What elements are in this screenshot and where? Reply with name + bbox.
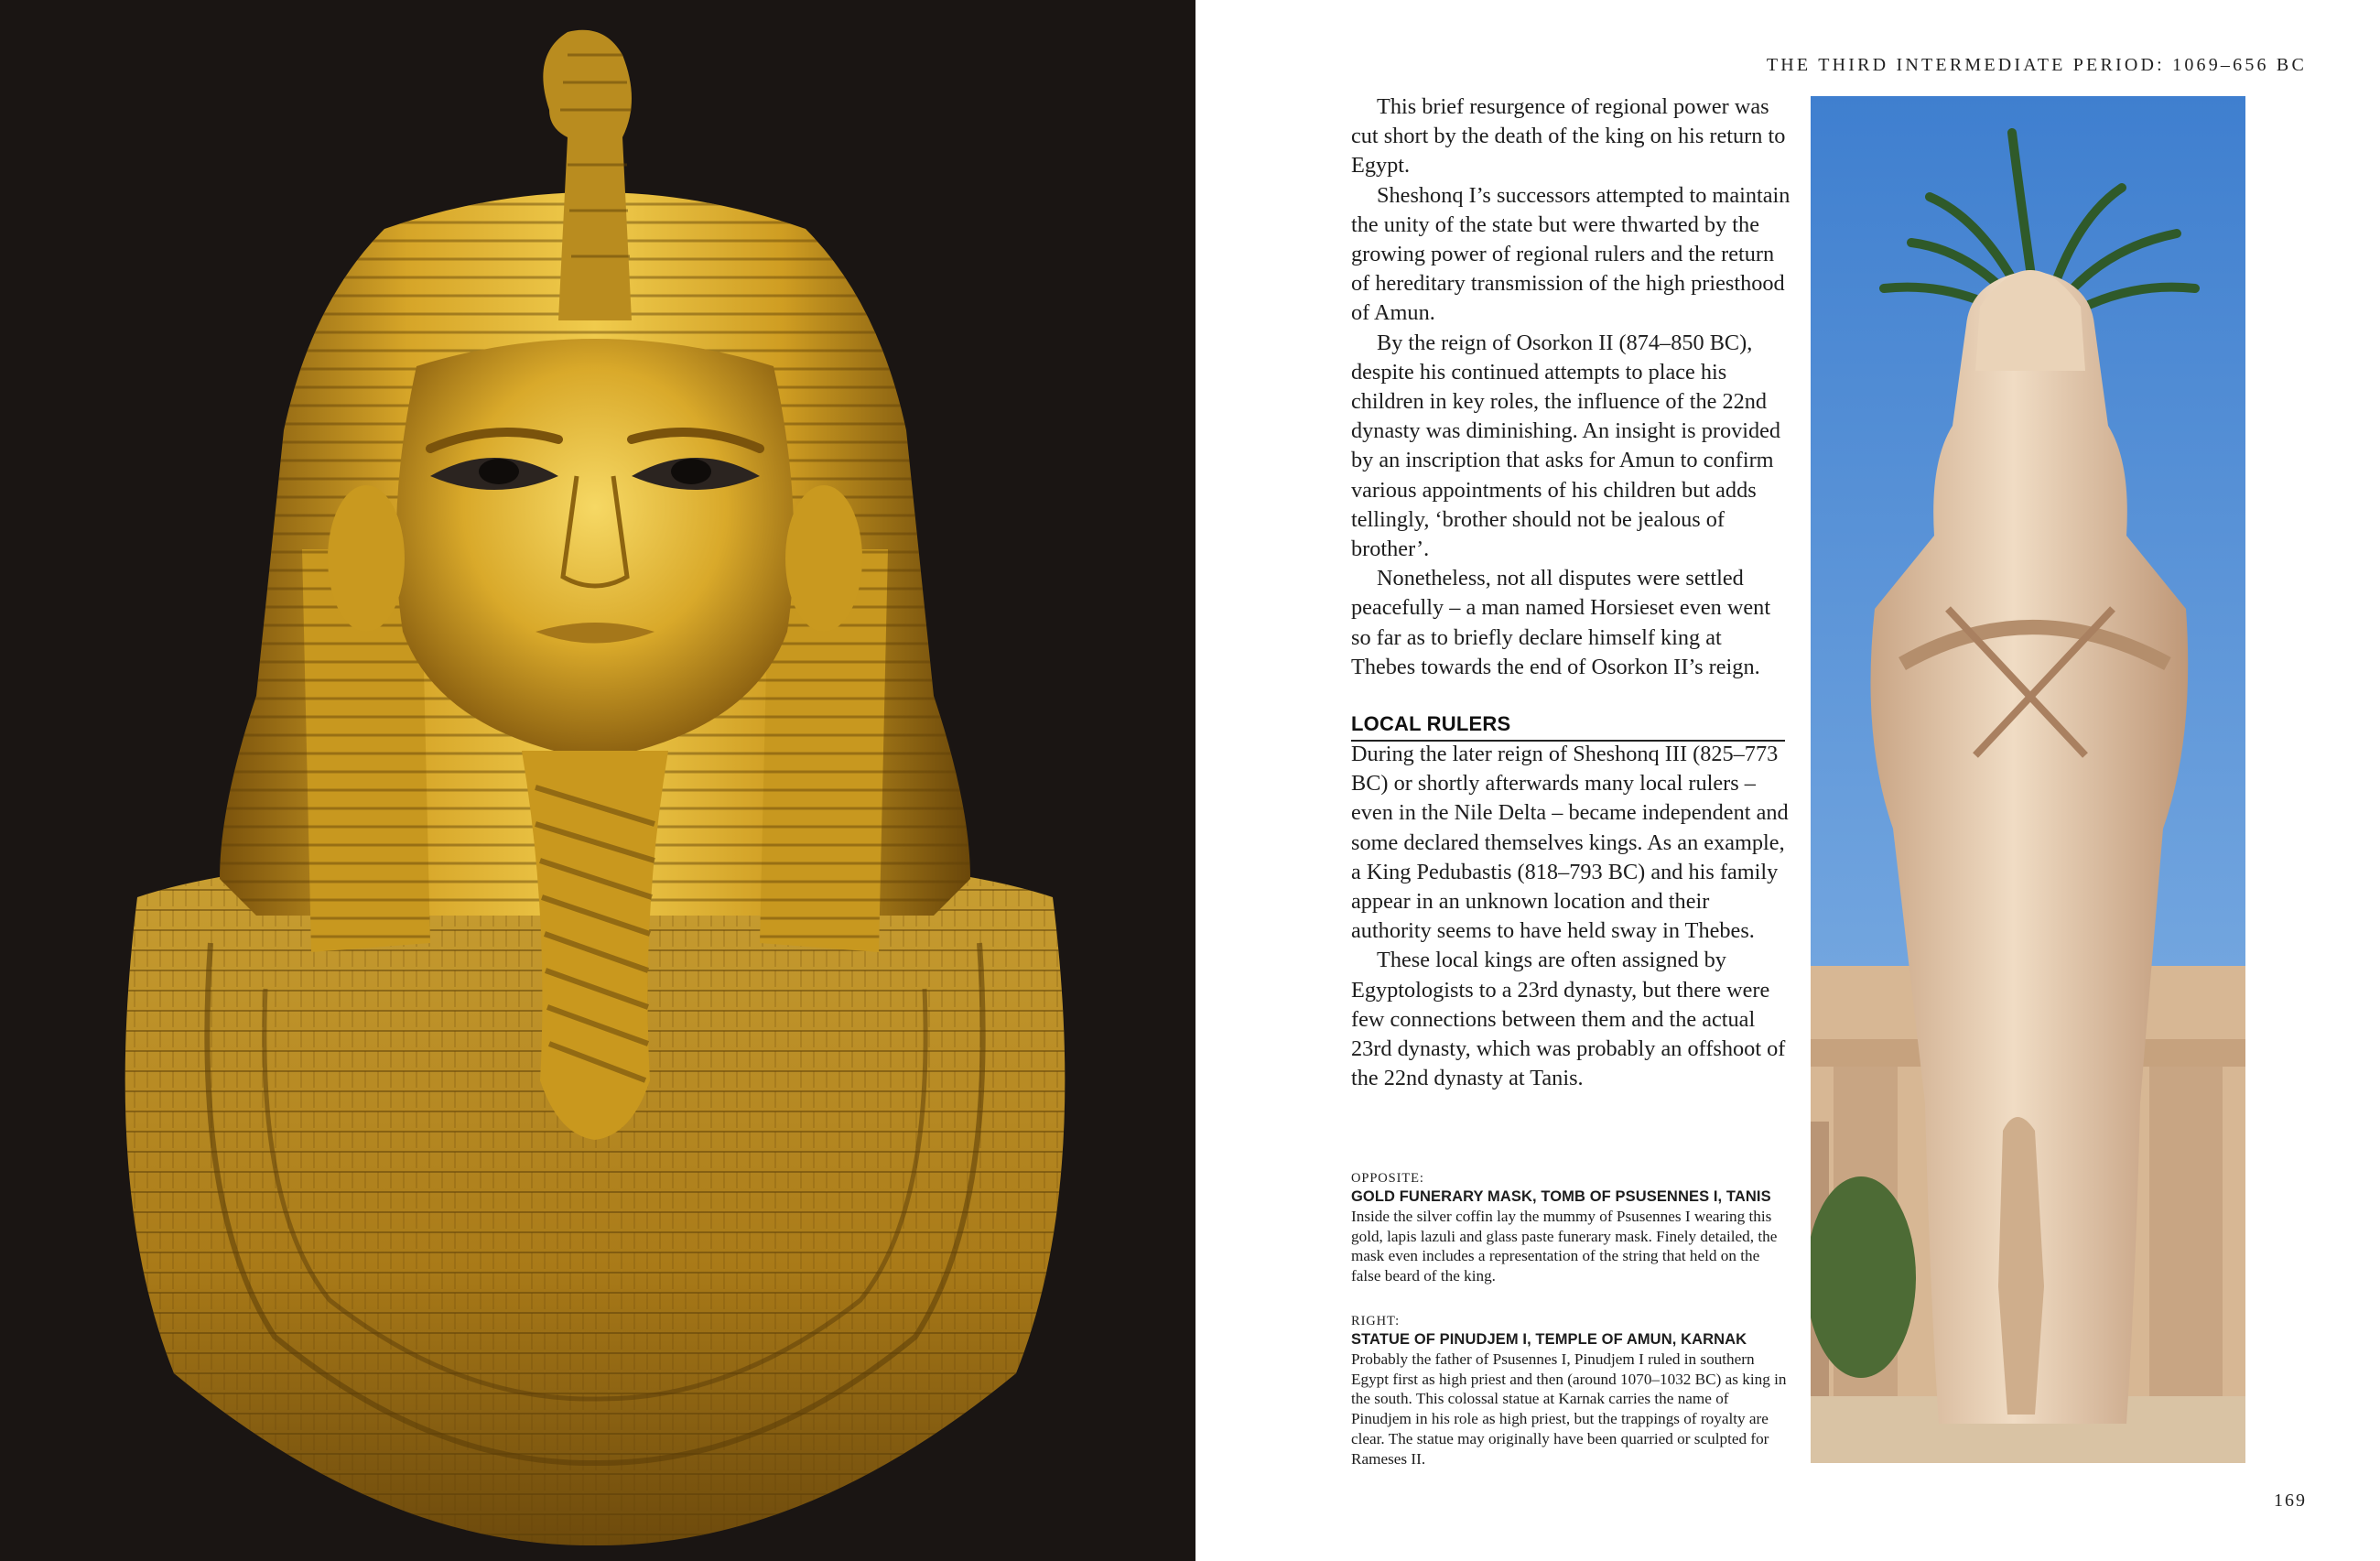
section-text-column [1351, 740, 1790, 1093]
section-paragraph: These local kings are often assigned by Egyptologists to a 23rd dynasty, but there were few connections between them and the actual 23rd dynasty, which was probably an offshoot of the 22nd dynasty at Tanis. [1351, 948, 1786, 1091]
caption-right [1351, 1313, 1790, 1469]
page-number: 169 [2274, 1491, 2307, 1511]
body-paragraph: Nonetheless, not all disputes were settled peacefully – a man named Horsieset even went so far as to briefly declare himself king at Thebes towards the end of Osorkon II’s reign. [1351, 566, 1771, 679]
caption-kicker: RIGHT: [1351, 1314, 1401, 1328]
caption-opposite [1351, 1170, 1790, 1286]
body-paragraph: This brief resurgence of regional power was cut short by the death of the king on his return to Egypt. [1351, 94, 1786, 179]
body-paragraph: By the reign of Osorkon II (874–850 BC), despite his continued attempts to place his children in key roles, the influence of the 22nd dynasty was diminishing. An insight is provided by an inscription that asks for Amun to confirm various appointments of his children but adds tellingly, ‘brother should not be jealous of brother’. [1351, 330, 1781, 562]
section-heading: LOCAL RULERS [1351, 710, 1785, 742]
body-paragraph: Sheshonq I’s successors attempted to maintain the unity of the state but were thwarted by the growing power of regional rulers and the return of hereditary transmission of the high priesthood of Amun. [1351, 182, 1790, 326]
body-text-column [1351, 92, 1790, 682]
statue-of-pinudjem-image [1811, 96, 2245, 1463]
section-paragraph: During the later reign of Sheshonq III (825–773 BC) or shortly afterwards many local rulers – even in the Nile Delta – became independent and some declared themselves kings. As an example, a King Pedubastis (818–793 BC) and his family appear in an unknown location and their authority seems to have held sway in Thebes. [1351, 742, 1789, 944]
running-head: THE THIRD INTERMEDIATE PERIOD: 1069–656 BC [1766, 55, 2307, 75]
caption-text: Probably the father of Psusennes I, Pinudjem I ruled in southern Egypt first as high priest and then (around 1070–1032 BC) as king in the south. This colossal statue at Karnak carries the name of Pinudjem in his role as high priest, but the trappings of royalty are clear. The statue may originally have been quarried or sculpted for Rameses II. [1351, 1350, 1787, 1468]
caption-text: Inside the silver coffin lay the mummy of Psusennes I wearing this gold, lapis lazuli and glass paste funerary mask. Finely detailed, the mask even includes a representation of the string that held on the false beard of the king. [1351, 1208, 1778, 1285]
caption-kicker: OPPOSITE: [1351, 1171, 1424, 1186]
statue-photo [1811, 96, 2245, 1463]
caption-title: GOLD FUNERARY MASK, TOMB OF PSUSENNES I, TANIS [1351, 1188, 1771, 1205]
caption-title: STATUE OF PINUDJEM I, TEMPLE OF AMUN, KARNAK [1351, 1331, 1747, 1348]
